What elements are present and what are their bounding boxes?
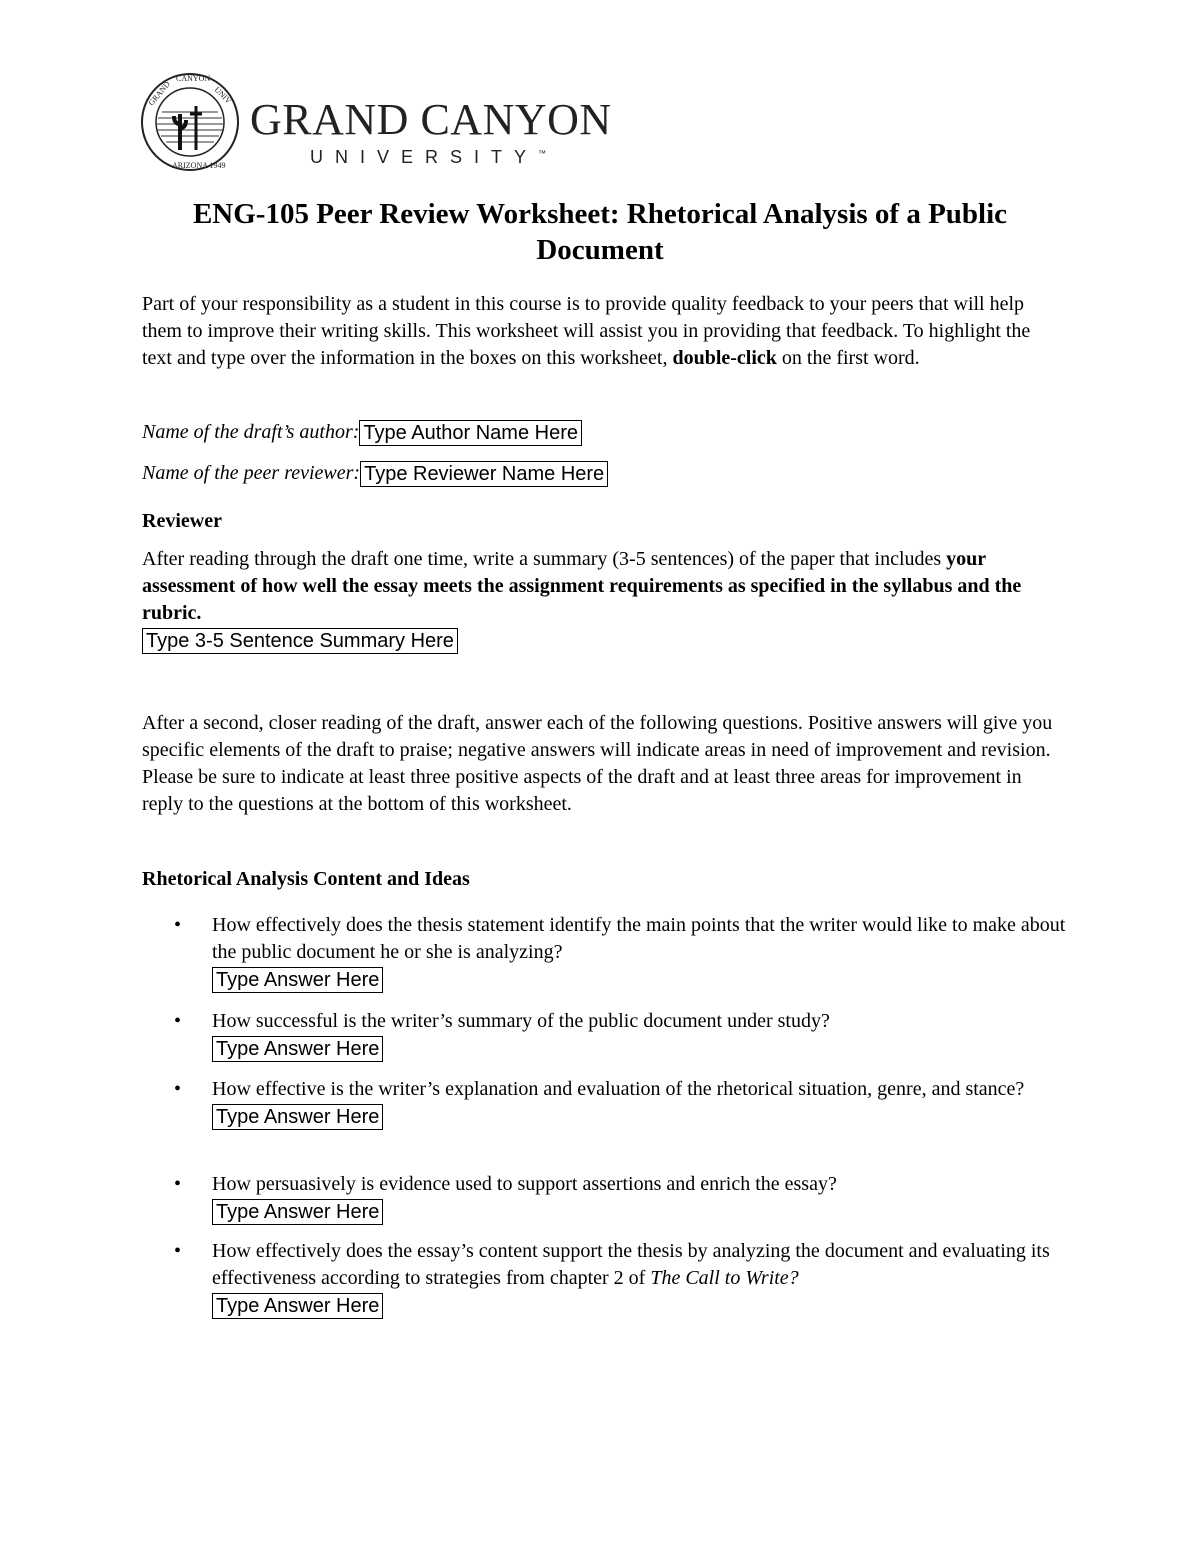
- reviewer-name-field[interactable]: Type Reviewer Name Here: [360, 461, 608, 487]
- author-label: Name of the draft’s author:: [142, 421, 360, 443]
- bullet-icon: •: [174, 1010, 182, 1032]
- question-text: How successful is the writer’s summary of the public document under study?: [212, 1010, 830, 1032]
- answer-field[interactable]: Type Answer Here: [212, 1104, 383, 1130]
- svg-text:ARIZONA 1949: ARIZONA 1949: [172, 161, 226, 170]
- worksheet-title: ENG-105 Peer Review Worksheet: Rhetorical Analysis of a Public Document: [192, 198, 1008, 266]
- svg-text:CANYON: CANYON: [176, 74, 211, 83]
- author-field-row: [142, 418, 582, 446]
- question-text: How persuasively is evidence used to support assertions and enrich the essay?: [212, 1173, 837, 1195]
- university-logo: [140, 72, 612, 172]
- content-ideas-heading: Rhetorical Analysis Content and Ideas: [142, 868, 470, 890]
- intro-paragraph: Part of your responsibility as a student in this course is to provide quality feedback to your peers that will help them to improve their writing skills. This worksheet will assist you in providing that feedback. To highlight the text and type over the information in the boxes on this worksheet, double-click on the first word.: [142, 293, 1031, 369]
- question-text: How effective is the writer’s explanation and evaluation of the rhetorical situation, genre, and stance?: [212, 1078, 1025, 1100]
- brand-subtitle: UNIVERSITY™: [310, 147, 547, 167]
- answer-field[interactable]: Type Answer Here: [212, 1293, 383, 1319]
- second-reading-paragraph: After a second, closer reading of the draft, answer each of the following questions. Positive answers will give you specific elements of the draft to praise; negative answers will indicate areas in need of improvement and revision. Please be sure to indicate at least three positive aspects of the draft and at least three areas for improvement in reply to the questions at the bottom of this worksheet.: [142, 712, 1053, 815]
- university-seal-icon: [140, 72, 240, 172]
- reviewer-label: Name of the peer reviewer:: [142, 462, 361, 484]
- bullet-icon: •: [174, 1240, 182, 1262]
- reviewer-field-row: [142, 459, 608, 487]
- svg-text:UNIV: UNIV: [212, 85, 234, 106]
- answer-field[interactable]: Type Answer Here: [212, 967, 383, 993]
- summary-field[interactable]: Type 3-5 Sentence Summary Here: [142, 628, 458, 654]
- answer-field[interactable]: Type Answer Here: [212, 1036, 383, 1062]
- question-text: How effectively does the thesis statement identify the main points that the writer would like to make about the public document he or she is analyzing?: [212, 914, 1066, 963]
- bullet-icon: •: [174, 914, 182, 936]
- answer-field[interactable]: Type Answer Here: [212, 1199, 383, 1225]
- author-name-field[interactable]: Type Author Name Here: [359, 420, 582, 446]
- reviewer-instructions: After reading through the draft one time, write a summary (3-5 sentences) of the paper that includes your assessment of how well the essay meets the assignment requirements as specified in the syllabus and the rubric.: [142, 548, 1022, 624]
- bullet-icon: •: [174, 1078, 182, 1100]
- question-text: How effectively does the essay’s content support the thesis by analyzing the document and evaluating its effectiveness according to strategies from chapter 2 of The Call to Write?: [212, 1240, 1050, 1289]
- brand-name: GRAND CANYON: [250, 95, 612, 144]
- bullet-icon: •: [174, 1173, 182, 1195]
- reviewer-heading: Reviewer: [142, 510, 222, 532]
- svg-text:GRAND: GRAND: [146, 79, 172, 108]
